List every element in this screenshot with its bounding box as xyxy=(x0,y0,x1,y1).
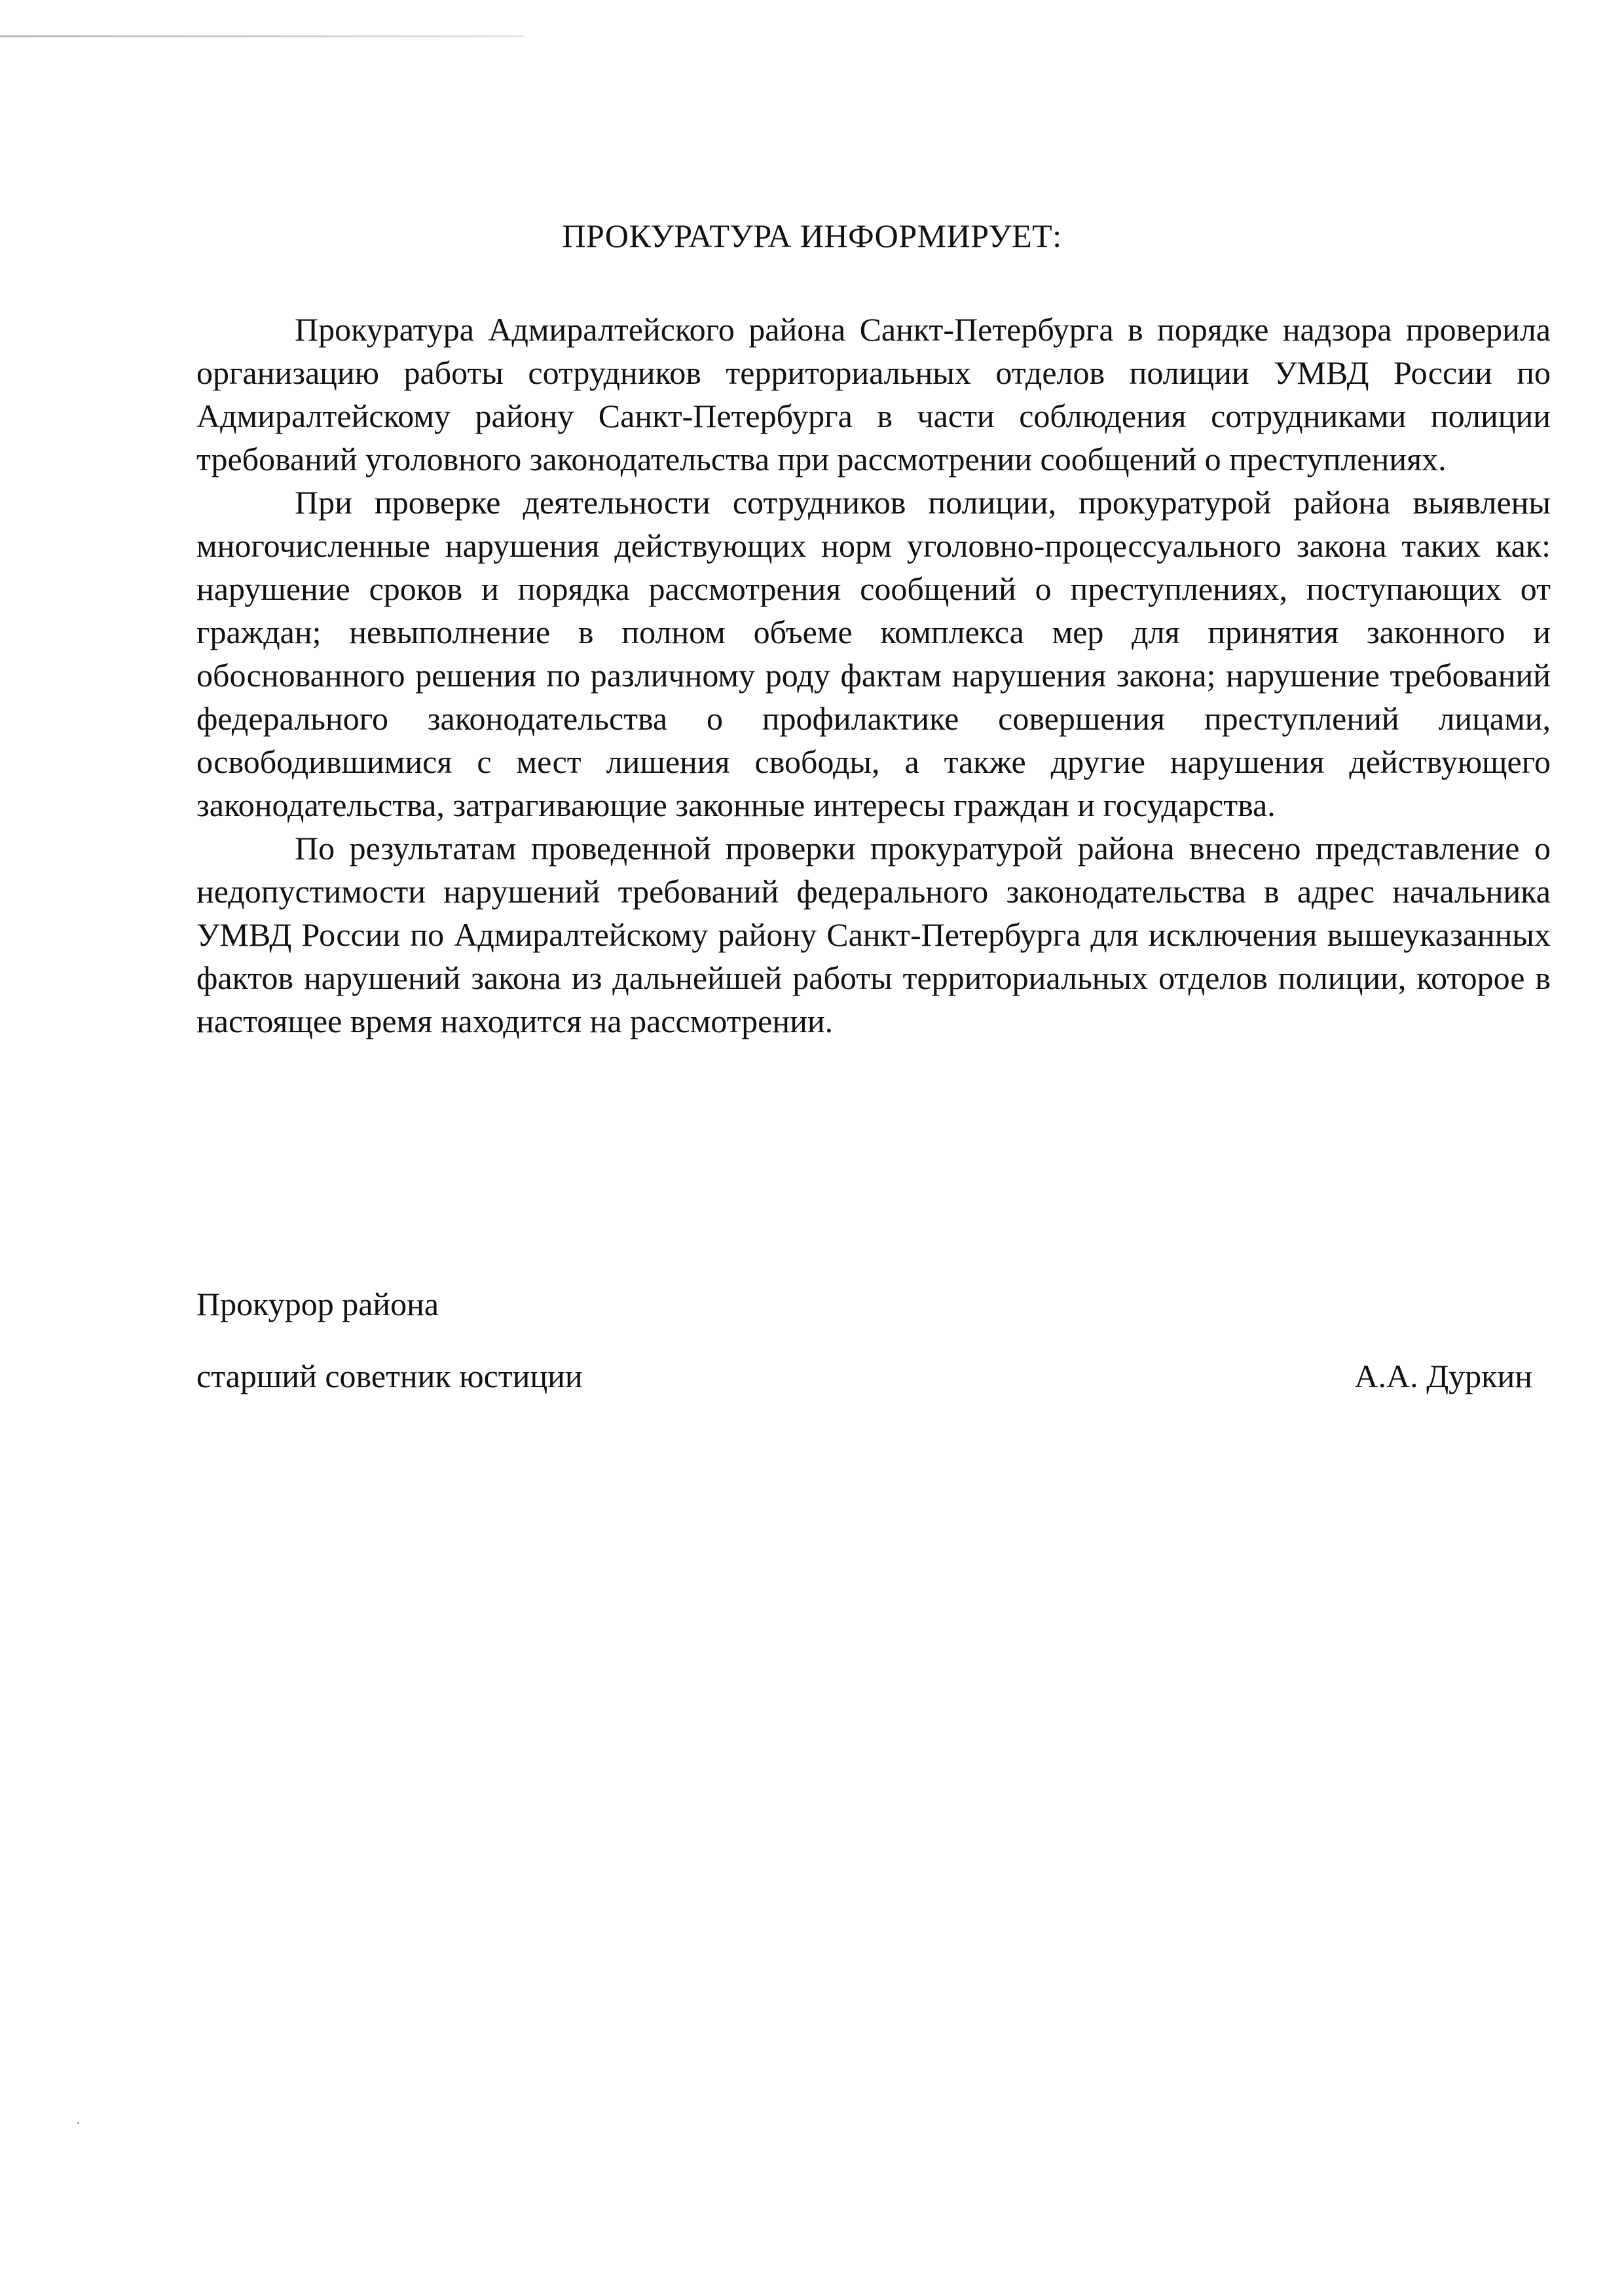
paragraph-result: По результатам проведенной проверки прокуратурой района внесено представление о недопустимости нарушений требований федерального законодательства в адрес начальника УМВД России по Адмиралтейскому району Санкт-Петербурга для исключения вышеуказанных фактов нарушений закона из дальнейшей работы территориальных отделов полиции, которое в настоящее время находится на рассмотрении. xyxy=(196,830,1551,1039)
document-body xyxy=(196,308,1551,1043)
scan-edge-mark xyxy=(0,35,524,37)
signature-rank: старший советник юстиции xyxy=(196,1358,583,1394)
paragraph-violations: При проверке деятельности сотрудников полиции, прокуратурой района выявлены многочисленные нарушения действующих норм уголовно-процессуального закона таких как: нарушение сроков и порядка рассмотрения сообщений о преступлениях, поступающих от граждан; невыполнение в полном объеме комплекса мер для принятия законного и обоснованного решения по различному роду фактам нарушения закона; нарушение требований федерального законодательства о профилактике совершения преступлений лицами, освободившимися с мест лишения свободы, а также другие нарушения действующего законодательства, затрагивающие законные интересы граждан и государства. xyxy=(196,484,1551,823)
paragraph-inspection: Прокуратура Адмиралтейского района Санкт-Петербурга в порядке надзора проверила организацию работы сотрудников территориальных отделов полиции УМВД России по Адмиралтейскому району Санкт-Петербурга в части соблюдения сотрудниками полиции требований уголовного законодательства при рассмотрении сообщений о преступлениях. xyxy=(196,311,1551,477)
signature-name: А.А. Дуркин xyxy=(1354,1358,1532,1394)
signature-position: Прокурор района xyxy=(196,1286,439,1322)
scan-speck xyxy=(77,2122,79,2124)
document-title: ПРОКУРАТУРА ИНФОРМИРУЕТ: xyxy=(562,217,1062,254)
